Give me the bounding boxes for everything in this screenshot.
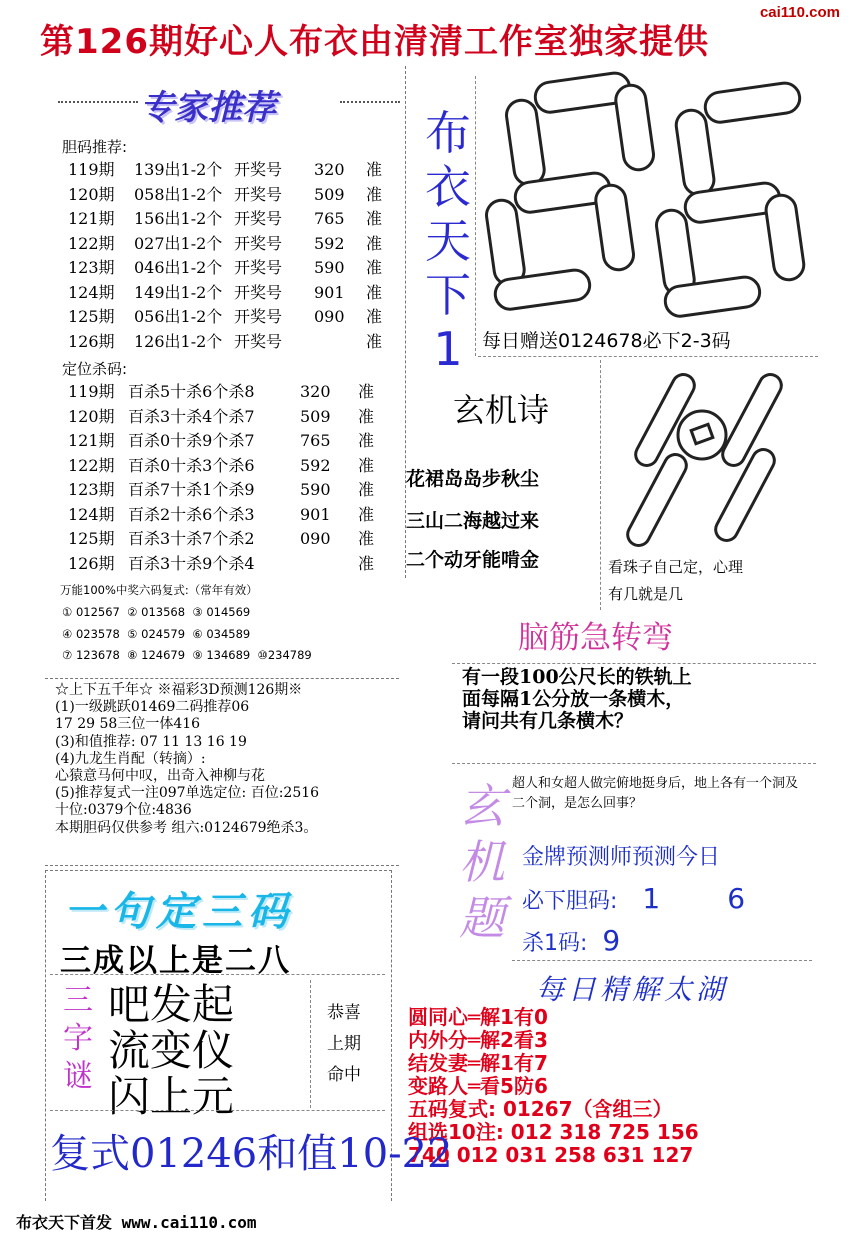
- xuanji-char: 玄: [459, 779, 505, 833]
- dingwei-row: [68, 503, 388, 528]
- dingwei-cell: 准: [358, 529, 375, 548]
- dingwei-cell: 百杀0十杀9个杀7: [128, 431, 255, 450]
- xuanji-char: 题: [459, 891, 505, 945]
- wanneng-line: ④ 023578 ⑤ 024579 ⑥ 034589: [62, 626, 251, 641]
- danma-row: [68, 232, 396, 257]
- szm-char: 字: [63, 1021, 93, 1056]
- prediction-notes: [55, 682, 319, 837]
- zhuzi-note-2: 有几就是几: [608, 585, 684, 603]
- beads-picture: [606, 360, 806, 550]
- danma-cell: 123期: [68, 258, 115, 277]
- fushi-summary: 复式01246和值10-22: [50, 1131, 453, 1177]
- gold-danma-a: 1: [642, 882, 661, 915]
- danma-row: [68, 281, 396, 306]
- dingwei-row: [68, 429, 388, 454]
- dingwei-row: [68, 405, 388, 430]
- dingwei-cell: 百杀7十杀1个杀9: [128, 480, 255, 499]
- danma-cell: 准: [366, 331, 383, 351]
- gold-sha: [522, 924, 620, 957]
- danma-cell: 124期: [68, 282, 115, 302]
- gold-danma-label: 必下胆码:: [522, 889, 618, 914]
- riddle-line: 闪上元: [108, 1072, 235, 1121]
- dingwei-cell: 百杀5十杀6个杀8: [128, 382, 255, 401]
- taihu-heading: 每日精解太湖: [536, 973, 729, 1006]
- dingwei-cell: 百杀3十杀7个杀2: [128, 529, 255, 548]
- taihu-line: 变路人═看5防6: [408, 1074, 548, 1098]
- danma-cell: 027出1-2个: [134, 233, 223, 253]
- note-line: 十位:0379个位:4836: [55, 802, 192, 819]
- dingwei-cell: [300, 552, 358, 577]
- poem-line-3: 二个动牙能啃金: [406, 549, 540, 571]
- danma-cell: 准: [366, 184, 383, 204]
- footer: 布衣天下首发 www.cai110.com: [16, 1213, 257, 1232]
- note-line: 本期胆码仅供参考 组六:0124679绝杀3。: [55, 819, 318, 836]
- dingwei-cell: 125期: [68, 529, 115, 548]
- danma-cell: 139出1-2个: [134, 160, 223, 179]
- divider: [512, 960, 812, 961]
- danma-cell: 509: [314, 184, 345, 204]
- gold-sha-label: 杀1码:: [522, 931, 588, 956]
- gold-danma-b: 6: [727, 882, 746, 915]
- dotted-rule: [340, 101, 400, 103]
- big-digits-86: [480, 60, 820, 320]
- brain-heading: 脑筋急转弯: [518, 620, 673, 656]
- note-line: ☆上下五千年☆ ※福彩3D预测126期※: [55, 682, 303, 698]
- site-url[interactable]: cai110.com: [759, 4, 840, 21]
- poem-line-2: 三山二海越过来: [406, 510, 540, 532]
- wanneng-line: ⑦ 123678 ⑧ 124679 ⑨ 134689 ⑩234789: [62, 648, 312, 662]
- danma-cell: 准: [366, 282, 383, 302]
- vertical-divider: [600, 360, 601, 610]
- dingwei-cell: 准: [358, 504, 375, 524]
- danma-cell: 开奖号: [234, 258, 283, 277]
- dingwei-cell: 百杀3十杀4个杀7: [128, 406, 255, 426]
- gold-sha-value: 9: [602, 924, 621, 957]
- divider: [310, 980, 311, 1108]
- dingwei-cell: 090: [300, 529, 331, 548]
- danma-cell: 126期: [68, 331, 115, 351]
- danma-cell: 开奖号: [234, 307, 283, 326]
- riddle-line: 流变仪: [108, 1026, 235, 1075]
- taihu-line: 圆同心═解1有0: [408, 1005, 548, 1029]
- poem-heading: 玄机诗: [453, 391, 550, 429]
- danma-cell: 准: [366, 209, 383, 228]
- dingwei-cell: 592: [300, 455, 331, 475]
- dingwei-cell: 准: [358, 480, 375, 499]
- riddle-line: 吧发起: [108, 980, 235, 1029]
- dingwei-cell: 126期: [68, 553, 115, 573]
- danma-cell: 开奖号: [234, 209, 283, 228]
- wanneng-label: 万能100%中奖六码复式:（常年有效）: [60, 583, 258, 597]
- danma-cell: 开奖号: [234, 331, 283, 351]
- dingwei-cell: 准: [358, 406, 375, 426]
- danma-cell: 149出1-2个: [134, 282, 223, 302]
- danma-row: [68, 207, 396, 232]
- dingwei-cell: 119期: [68, 382, 115, 401]
- danma-cell: 准: [366, 233, 383, 253]
- danma-cell: 765: [314, 209, 345, 228]
- dingwei-cell: 765: [300, 431, 331, 450]
- divider: [50, 974, 385, 975]
- danma-cell: 125期: [68, 307, 115, 326]
- brain-line: 有一段100公尺长的铁轨上: [462, 666, 692, 688]
- expert-heading: 专家推荐: [140, 88, 276, 128]
- dotted-rule: [58, 101, 138, 103]
- note-line: (3)和值推荐: 07 11 13 16 19: [55, 733, 247, 750]
- buyi-char: 1: [433, 322, 463, 376]
- danma-row: [68, 158, 396, 183]
- dingwei-cell: 准: [358, 431, 375, 450]
- one-sentence-heading: 一句定三码: [64, 889, 294, 935]
- danma-cell: 056出1-2个: [134, 307, 223, 326]
- dingwei-cell: 509: [300, 406, 331, 426]
- danma-cell: 090: [314, 307, 345, 326]
- buyi-char: 衣: [425, 160, 471, 214]
- danma-cell: 121期: [68, 209, 115, 228]
- danma-cell: 058出1-2个: [134, 184, 223, 204]
- dingwei-cell: 准: [358, 553, 375, 573]
- danma-cell: 开奖号: [234, 184, 283, 204]
- note-line: (5)推荐复式一注097单选定位: 百位:2516: [55, 785, 320, 802]
- buyi-char: 天: [425, 214, 471, 268]
- dingwei-cell: 590: [300, 480, 331, 499]
- wanneng-list: [62, 602, 312, 667]
- riddle-superman: 超人和女超人做完俯地挺身后，地上各有一个洞及二个洞，是怎么回事？: [512, 776, 799, 811]
- danma-cell: 320: [314, 160, 345, 179]
- brain-line: 面每隔1公分放一条横木，: [462, 688, 685, 710]
- taihu-line: 内外分═解2看3: [408, 1028, 548, 1052]
- dingwei-cell: 准: [358, 455, 375, 475]
- danma-row: [68, 330, 396, 355]
- dingwei-cell: 122期: [68, 455, 115, 475]
- wanneng-line: ① 012567 ② 013568 ③ 014569: [62, 605, 251, 619]
- dingwei-cell: 百杀3十杀9个杀4: [128, 553, 255, 573]
- congrats-note: [322, 998, 366, 1091]
- danma-cell: 126出1-2个: [134, 331, 223, 351]
- daily-gift: 每日赠送0124678必下2-3码: [482, 330, 731, 352]
- danma-table: [68, 158, 396, 354]
- danma-cell: 准: [366, 307, 383, 326]
- divider: [452, 663, 816, 664]
- dingwei-cell: 百杀2十杀6个杀3: [128, 504, 255, 524]
- dingwei-row: [68, 454, 388, 479]
- dingwei-cell: 121期: [68, 431, 115, 450]
- dingwei-cell: 120期: [68, 406, 115, 426]
- danma-label: 胆码推荐:: [62, 138, 128, 156]
- dingwei-cell: 123期: [68, 480, 115, 499]
- gold-danma: [522, 882, 745, 915]
- three-up: 三成以上是二八: [60, 943, 291, 979]
- szm-char: 谜: [63, 1059, 93, 1094]
- danma-cell: 开奖号: [234, 233, 283, 253]
- congrats-line: 恭喜: [327, 1003, 361, 1023]
- danma-cell: 开奖号: [234, 160, 283, 179]
- taihu-line: 组选10注: 012 318 725 156: [408, 1120, 699, 1144]
- divider: [50, 1110, 385, 1111]
- brain-question: [462, 666, 692, 732]
- danma-row: [68, 305, 396, 330]
- taihu-line: 结发妻═解1有7: [408, 1051, 548, 1075]
- danma-cell: [314, 330, 366, 355]
- brain-line: 请问共有几条横木？: [462, 710, 634, 732]
- dingwei-row: [68, 552, 388, 577]
- danma-cell: 590: [314, 258, 345, 277]
- dingwei-cell: 124期: [68, 504, 115, 524]
- page-title: 第126期好心人布衣由清清工作室独家提供: [40, 22, 709, 62]
- gold-title: 金牌预测师预测今日: [522, 845, 721, 870]
- danma-cell: 592: [314, 233, 345, 253]
- dingwei-cell: 准: [358, 382, 375, 401]
- buyi-char: 布: [425, 106, 471, 160]
- three-word-riddle-label: [58, 982, 98, 1096]
- divider: [478, 356, 818, 357]
- congrats-line: 命中: [327, 1065, 361, 1085]
- danma-cell: 901: [314, 282, 345, 302]
- taihu-line: 五码复式: 01267（含组三）: [408, 1097, 673, 1121]
- danma-row: [68, 256, 396, 281]
- poem-line-1: 花裙岛岛步秋尘: [406, 468, 540, 490]
- szm-char: 三: [63, 983, 93, 1018]
- buyi-char: 下: [425, 268, 471, 322]
- danma-row: [68, 183, 396, 208]
- note-line: (4)九龙生肖配（转摘）:: [55, 750, 206, 767]
- dingwei-label: 定位杀码:: [62, 360, 128, 378]
- congrats-line: 上期: [327, 1034, 361, 1054]
- taihu-line: 740 012 031 258 631 127: [408, 1143, 694, 1167]
- xuanji-char: 机: [459, 835, 505, 889]
- dingwei-cell: 901: [300, 504, 331, 524]
- note-line: (1)一级跳跃01469二码推荐06: [55, 699, 250, 716]
- xuanji-vertical-title: [452, 778, 512, 946]
- danma-cell: 准: [366, 160, 383, 179]
- danma-cell: 122期: [68, 233, 115, 253]
- danma-cell: 156出1-2个: [134, 209, 223, 228]
- dingwei-cell: 百杀0十杀3个杀6: [128, 455, 255, 475]
- danma-cell: 开奖号: [234, 282, 283, 302]
- danma-cell: 046出1-2个: [134, 258, 223, 277]
- buyi-vertical-title: [420, 106, 476, 376]
- dingwei-table: [68, 380, 388, 576]
- dingwei-cell: 320: [300, 382, 331, 401]
- dingwei-row: [68, 527, 388, 552]
- danma-cell: 120期: [68, 184, 115, 204]
- dingwei-row: [68, 478, 388, 503]
- danma-cell: 119期: [68, 160, 115, 179]
- zhuzi-note-1: 看珠子自己定，心理: [608, 558, 744, 576]
- divider: [452, 763, 816, 764]
- danma-cell: 准: [366, 258, 383, 277]
- three-word-riddle: [108, 982, 234, 1120]
- note-line: 17 29 58三位一体416: [55, 716, 201, 733]
- dingwei-row: [68, 380, 388, 405]
- note-line: 心猿意马何中叹，出奇入神柳与花: [55, 768, 265, 785]
